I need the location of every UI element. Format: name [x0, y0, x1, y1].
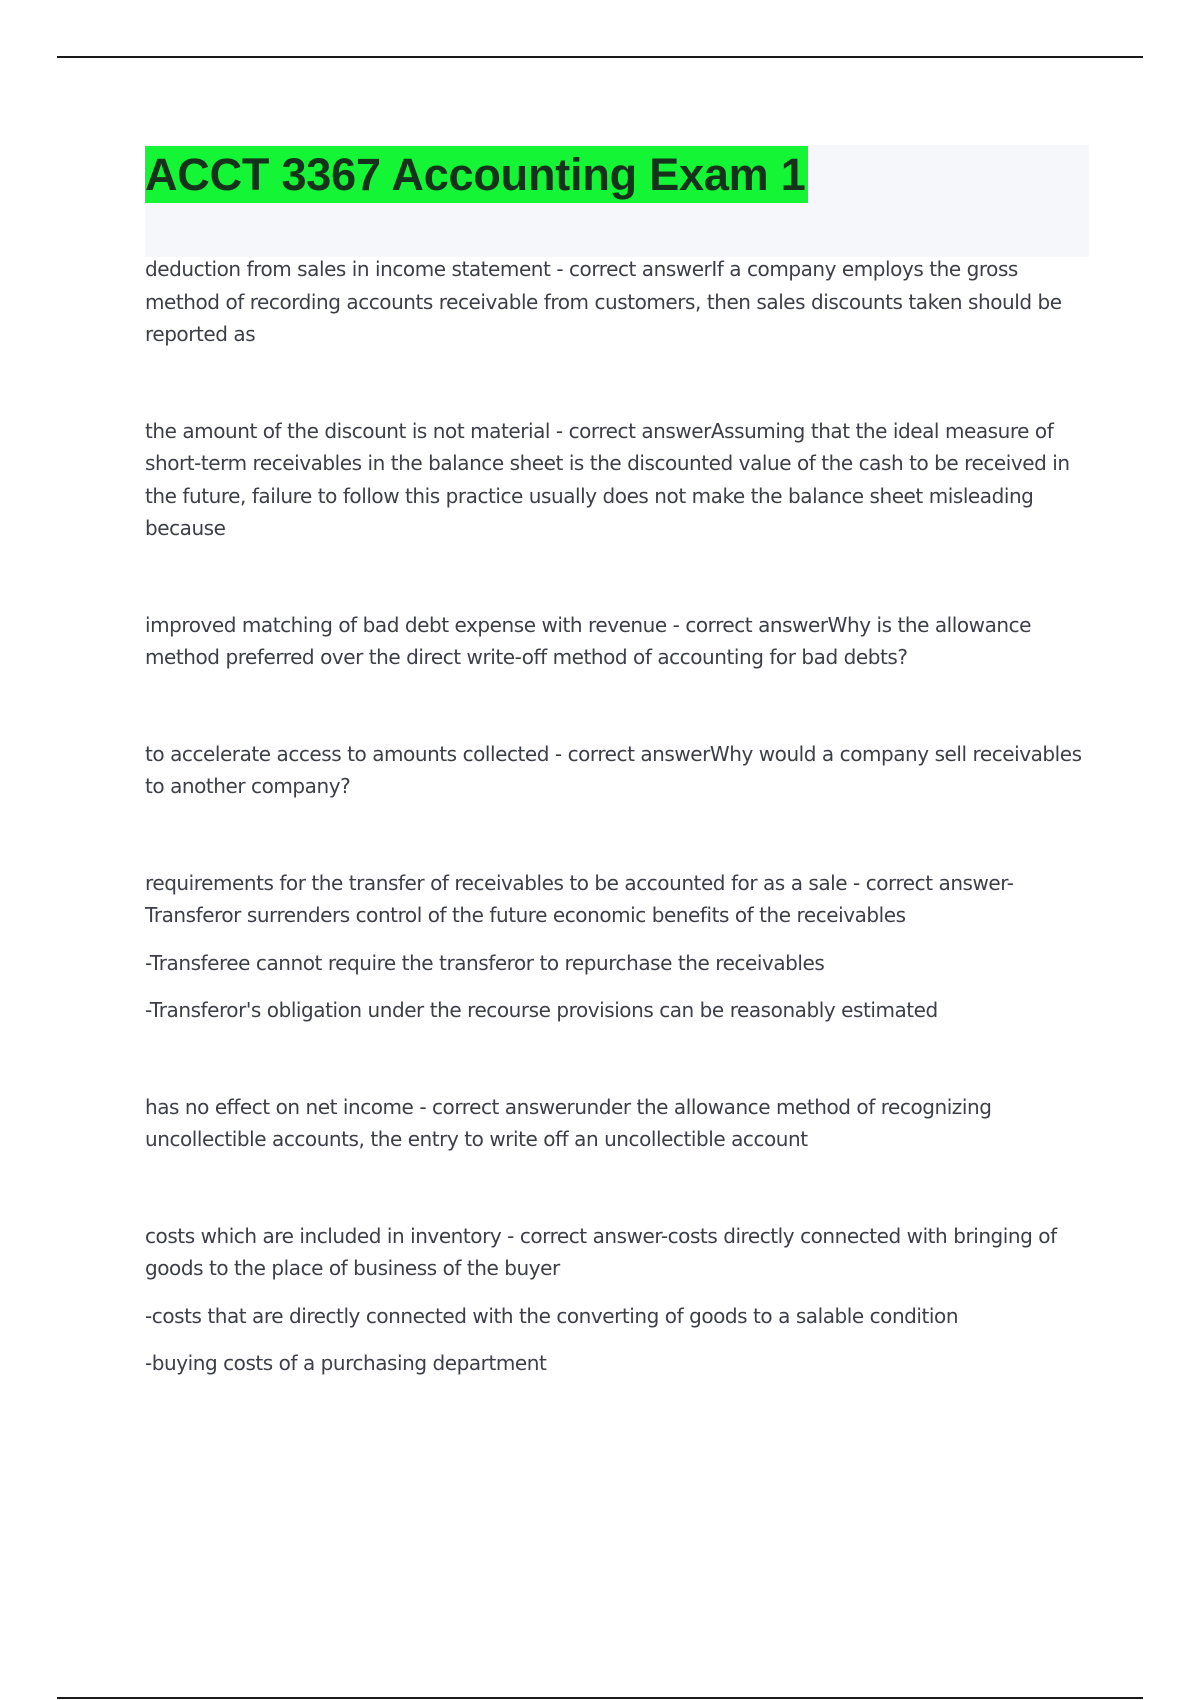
document-body: [145, 253, 1090, 1444]
qa-list-item: -buying costs of a purchasing department: [145, 1351, 547, 1375]
document-title: ACCT 3367 Accounting Exam 1: [145, 146, 808, 203]
qa-text: improved matching of bad debt expense with revenue - correct answerWhy is the allowance method preferred over the direct write-off method of accounting for bad debts?: [145, 612, 1031, 669]
qa-text: requirements for the transfer of receivables to be accounted for as a sale - correct answer-Transferor surrenders control of the future economic benefits of the receivables: [145, 870, 1014, 927]
qa-list-item: -costs that are directly connected with the converting of goods to a salable condition: [145, 1303, 959, 1328]
qa-text: has no effect on net income - correct answerunder the allowance method of recognizing uncollectible accounts, the entry to write off an uncollectible account: [145, 1094, 992, 1151]
qa-list-item: -Transferee cannot require the transferor to repurchase the receivables: [145, 950, 825, 975]
qa-entry: [145, 609, 1090, 674]
qa-text: to accelerate access to amounts collected - correct answerWhy would a company sell receivables to another company?: [145, 741, 1082, 798]
qa-text: the amount of the discount is not material - correct answerAssuming that the ideal measure of short-term receivables in the balance sheet is the discounted value of the cash to be received in the future, failure to follow this practice usually does not make the balance sheet misleading because: [145, 418, 1070, 540]
bottom-rule: [57, 1697, 1143, 1699]
qa-entry: [145, 867, 1090, 1027]
qa-text: deduction from sales in income statement - correct answerIf a company employs the gross method of recording accounts receivable from customers, then sales discounts taken should be reported as: [145, 257, 1062, 346]
qa-text: costs which are included in inventory - correct answer-costs directly connected with bringing of goods to the place of business of the buyer: [145, 1223, 1057, 1280]
qa-entry: [145, 738, 1090, 803]
qa-entry: [145, 1220, 1090, 1380]
qa-entry: [145, 253, 1090, 351]
top-rule: [57, 56, 1143, 58]
qa-entry: [145, 1091, 1090, 1156]
qa-list-item: -Transferor's obligation under the recourse provisions can be reasonably estimated: [145, 998, 938, 1022]
qa-entry: [145, 415, 1090, 545]
